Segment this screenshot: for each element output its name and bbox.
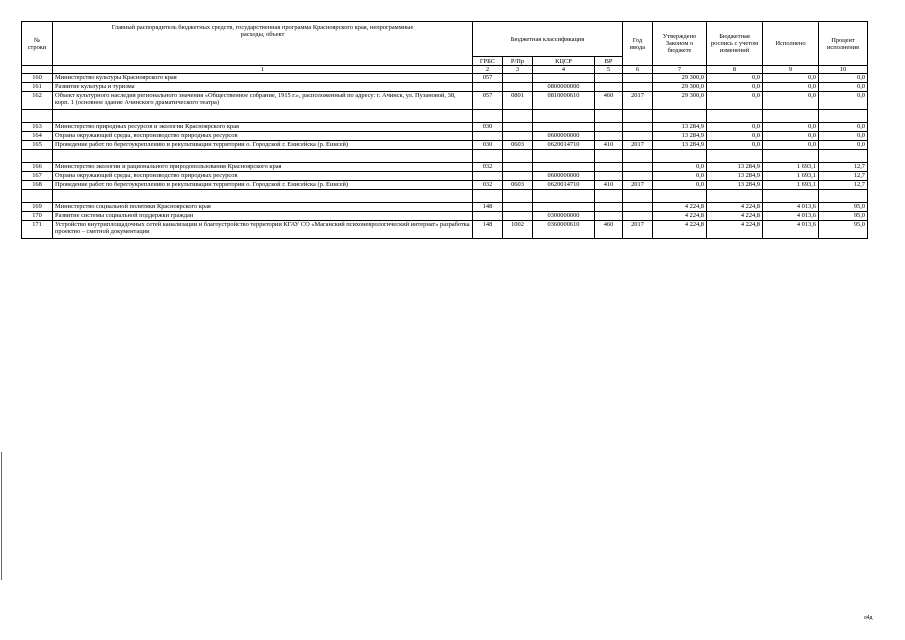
row-percent: 12,7 [819,163,868,172]
row-name: Охрана окружающей среды, воспроизводство природных ресурсов [53,132,473,141]
row-name: Объект культурного наследия регионального значения «Общественное собрание, 1915 г.», расположенный по адресу: г. Ачинск, ул. Пузановой, 38, корп. 1 (основное здание Ачинского драматического театра) [53,92,473,110]
row-kcsr: 0810000610 [533,92,595,110]
row-vr [595,203,623,212]
row-number: 163 [22,123,53,132]
row-name: Министерство экологии и рационального природопользования Красноярского края [53,163,473,172]
row-number: 168 [22,181,53,190]
column-number-row [22,66,868,74]
row-year [623,163,653,172]
header-approved: Утверждено Законом о бюджете [653,22,707,66]
row-percent: 95,0 [819,203,868,212]
table-row [22,163,868,172]
row-number: 164 [22,132,53,141]
row-budget: 0,0 [707,92,763,110]
row-executed: 4 013,6 [763,203,819,212]
row-name: Устройство внутриплощадочных сетей канализации и благоустройство территории КГАУ СО «Маганский психоневрологический интернат» разработка проектно – сметной документации [53,221,473,239]
row-grbs [473,132,503,141]
column-number: 1 [53,66,473,74]
column-number: 4 [533,66,595,74]
table-row [22,221,868,239]
row-vr: 460 [595,92,623,110]
row-executed: 4 013,6 [763,212,819,221]
table-row [22,92,868,110]
row-percent: 95,0 [819,212,868,221]
row-rpr: 0603 [503,181,533,190]
row-executed: 0,0 [763,132,819,141]
row-vr: 410 [595,141,623,150]
row-grbs [473,172,503,181]
column-number: 2 [473,66,503,74]
row-percent: 95,0 [819,221,868,239]
spacer-row [22,110,868,123]
column-number: 9 [763,66,819,74]
spacer-row [22,150,868,163]
row-number: 160 [22,74,53,83]
row-number: 162 [22,92,53,110]
table-row [22,83,868,92]
row-name: Министерство природных ресурсов и экологии Красноярского края [53,123,473,132]
row-approved: 0,0 [653,172,707,181]
row-rpr [503,203,533,212]
header-vr: ВР [595,57,623,66]
header-main-line2: расходы, объект [240,31,285,38]
row-budget: 0,0 [707,74,763,83]
table-row [22,141,868,150]
row-grbs: 057 [473,74,503,83]
row-kcsr: 0800000000 [533,83,595,92]
row-vr [595,123,623,132]
header-budget-classification: Бюджетная классификация [473,22,623,57]
row-number: 167 [22,172,53,181]
row-name: Министерство социальной политики Красноярского края [53,203,473,212]
row-approved: 13 284,9 [653,132,707,141]
row-vr [595,132,623,141]
row-approved: 0,0 [653,181,707,190]
column-number: 5 [595,66,623,74]
row-number: 166 [22,163,53,172]
row-year [623,123,653,132]
table-row [22,212,868,221]
table-row [22,172,868,181]
row-kcsr: 0300000000 [533,212,595,221]
row-number: 170 [22,212,53,221]
row-grbs [473,83,503,92]
row-grbs: 057 [473,92,503,110]
row-vr: 410 [595,181,623,190]
row-number: 169 [22,203,53,212]
column-number [22,66,53,74]
column-number: 8 [707,66,763,74]
row-name: Охрана окружающей среды, воспроизводство природных ресурсов [53,172,473,181]
row-executed: 0,0 [763,123,819,132]
row-kcsr: 0620014710 [533,141,595,150]
row-rpr: 0603 [503,141,533,150]
row-budget: 0,0 [707,83,763,92]
row-approved: 13 284,9 [653,141,707,150]
header-executed: Исполнено [763,22,819,66]
row-executed: 0,0 [763,92,819,110]
row-rpr [503,132,533,141]
row-grbs: 032 [473,181,503,190]
row-number: 171 [22,221,53,239]
row-year: 2017 [623,141,653,150]
row-year [623,83,653,92]
row-budget: 4 224,8 [707,203,763,212]
row-budget: 0,0 [707,141,763,150]
row-grbs: 032 [473,163,503,172]
row-budget: 0,0 [707,123,763,132]
row-executed: 1 693,1 [763,172,819,181]
row-approved: 13 284,9 [653,123,707,132]
row-approved: 29 300,0 [653,74,707,83]
header-percent: Процент исполнения [819,22,868,66]
row-kcsr: 0600000000 [533,132,595,141]
table-row [22,123,868,132]
table-row [22,203,868,212]
table-row [22,74,868,83]
row-grbs: 030 [473,141,503,150]
row-approved: 0,0 [653,163,707,172]
column-number: 3 [503,66,533,74]
row-rpr [503,74,533,83]
row-percent: 0,0 [819,132,868,141]
header-rpr: Р/Пр [503,57,533,66]
row-year: 2017 [623,92,653,110]
row-vr [595,83,623,92]
row-rpr [503,83,533,92]
row-number: 165 [22,141,53,150]
row-executed: 1 693,1 [763,163,819,172]
row-number: 161 [22,83,53,92]
row-year [623,74,653,83]
header-main-line1: Главный распорядитель бюджетных средств, государственная программа Красноярского края, непрограммные [111,24,414,31]
column-number: 10 [819,66,868,74]
row-year [623,203,653,212]
row-grbs: 148 [473,203,503,212]
row-executed: 0,0 [763,83,819,92]
row-rpr: 0801 [503,92,533,110]
row-name: Проведение работ по берегоукреплению и рекультивации территории о. Городской г. Енисейска (р. Енисей) [53,141,473,150]
row-year [623,132,653,141]
row-rpr [503,212,533,221]
row-year: 2017 [623,221,653,239]
row-approved: 29 300,0 [653,83,707,92]
row-vr: 460 [595,221,623,239]
spacer-row [22,190,868,203]
row-name: Проведение работ по берегоукреплению и рекультивации территории о. Городской г. Енисейска (р. Енисей) [53,181,473,190]
table-row [22,181,868,190]
row-kcsr: 0360000610 [533,221,595,239]
row-percent: 12,7 [819,181,868,190]
row-year [623,212,653,221]
row-percent: 0,0 [819,123,868,132]
row-percent: 0,0 [819,74,868,83]
column-number: 6 [623,66,653,74]
row-approved: 4 224,8 [653,212,707,221]
row-percent: 0,0 [819,141,868,150]
row-kcsr: 0600000000 [533,172,595,181]
header-main [53,22,473,66]
row-approved: 4 224,8 [653,221,707,239]
corner-mark: о4д [864,615,873,621]
row-grbs: 030 [473,123,503,132]
row-budget: 4 224,8 [707,221,763,239]
table-row [22,132,868,141]
row-budget: 13 284,9 [707,172,763,181]
row-grbs: 148 [473,221,503,239]
header-budget-list: Бюджетная роспись с учетом изменений [707,22,763,66]
header-grbs: ГРБС [473,57,503,66]
row-approved: 4 224,8 [653,203,707,212]
row-kcsr [533,123,595,132]
header-kcsr: КЦСР [533,57,595,66]
row-executed: 4 013,6 [763,221,819,239]
row-executed: 1 693,1 [763,181,819,190]
row-kcsr: 0620014710 [533,181,595,190]
row-executed: 0,0 [763,74,819,83]
row-vr [595,163,623,172]
scan-edge-line [1,452,2,580]
row-budget: 13 284,9 [707,163,763,172]
row-kcsr [533,163,595,172]
row-grbs [473,212,503,221]
row-year [623,172,653,181]
row-rpr [503,172,533,181]
column-number: 7 [653,66,707,74]
row-budget: 0,0 [707,132,763,141]
row-percent: 0,0 [819,83,868,92]
budget-table [21,21,868,239]
row-year: 2017 [623,181,653,190]
row-budget: 4 224,8 [707,212,763,221]
header-row-number: № строки [22,22,53,66]
row-vr [595,212,623,221]
row-rpr: 1002 [503,221,533,239]
row-rpr [503,163,533,172]
row-percent: 0,0 [819,92,868,110]
row-name: Развитие системы социальной поддержки граждан [53,212,473,221]
row-kcsr [533,74,595,83]
row-percent: 12,7 [819,172,868,181]
row-vr [595,74,623,83]
row-vr [595,172,623,181]
row-name: Развитие культуры и туризма [53,83,473,92]
row-rpr [503,123,533,132]
row-executed: 0,0 [763,141,819,150]
header-year: Год ввода [623,22,653,66]
row-kcsr [533,203,595,212]
row-name: Министерство культуры Красноярского края [53,74,473,83]
row-budget: 13 284,9 [707,181,763,190]
row-approved: 29 300,0 [653,92,707,110]
